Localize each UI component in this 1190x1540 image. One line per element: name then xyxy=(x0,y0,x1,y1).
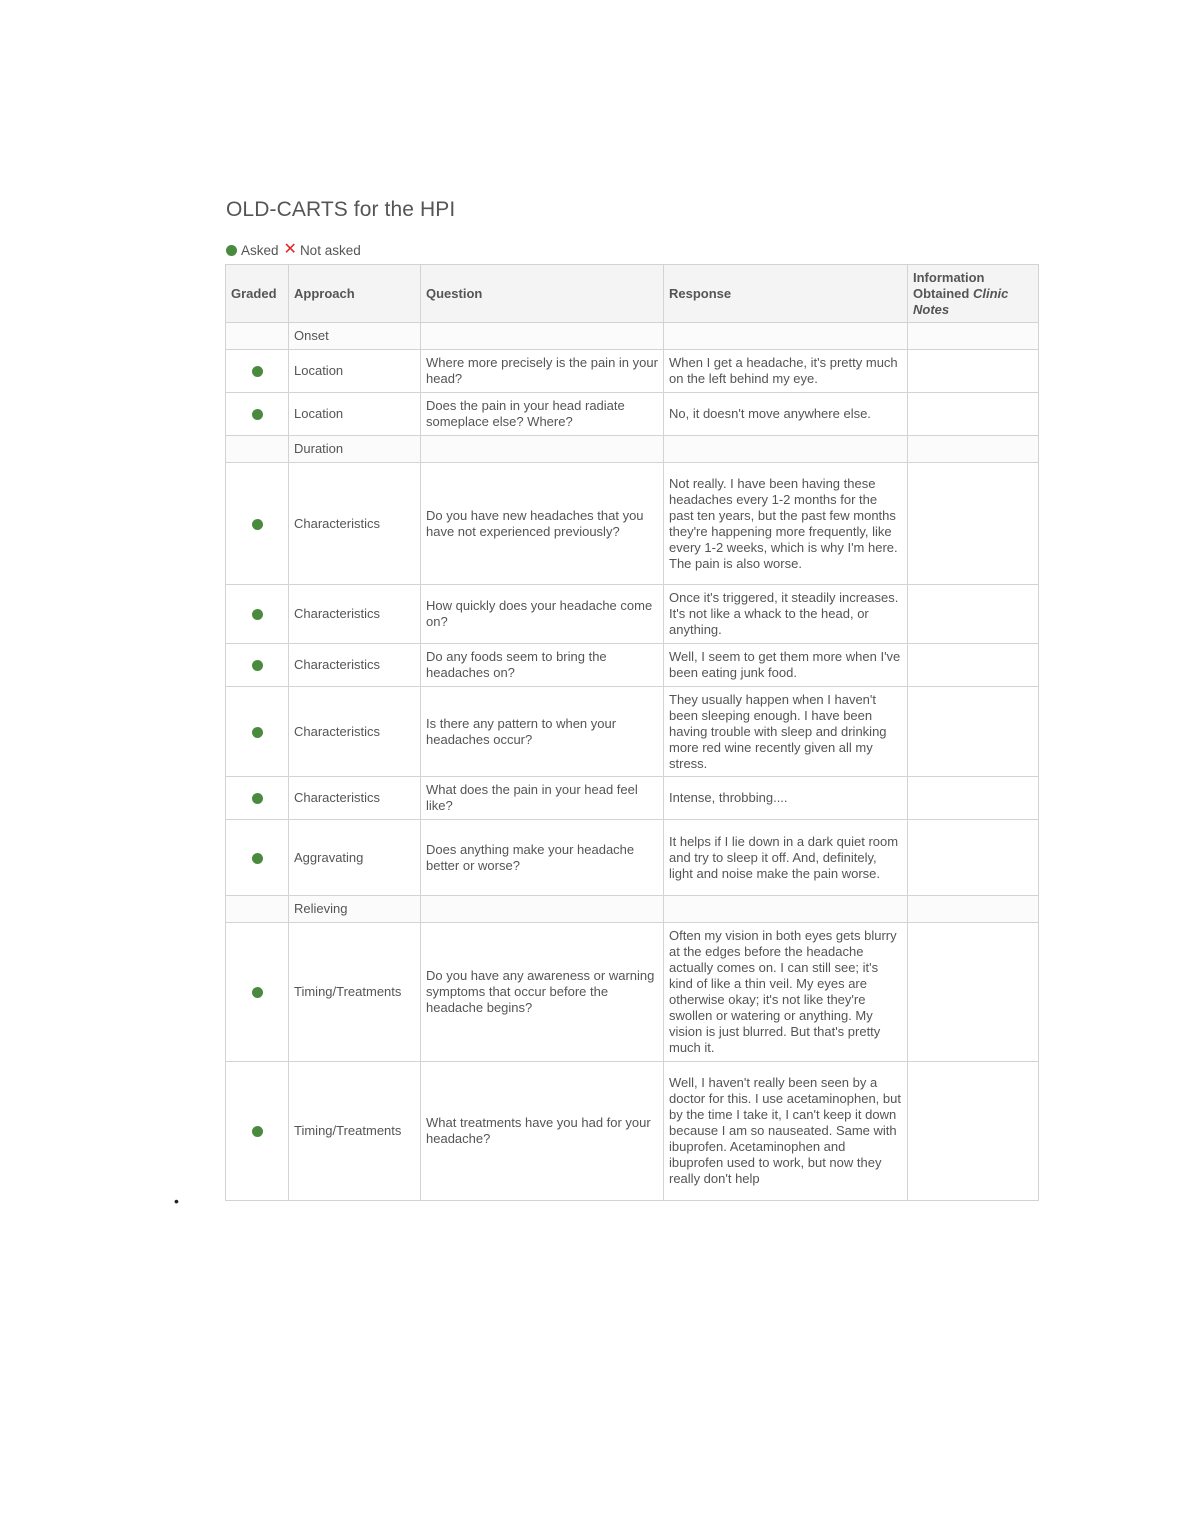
legend xyxy=(226,242,361,258)
approach-cell: Characteristics xyxy=(289,585,421,644)
asked-dot-icon xyxy=(252,409,263,420)
approach-cell: Characteristics xyxy=(289,644,421,687)
question-cell: What treatments have you had for your headache? xyxy=(421,1062,664,1201)
header-graded: Graded xyxy=(226,265,289,323)
not-asked-x-icon: ✕ xyxy=(283,241,297,258)
question-cell xyxy=(421,323,664,350)
approach-cell: Onset xyxy=(289,323,421,350)
table-row xyxy=(226,436,1039,463)
graded-cell xyxy=(226,585,289,644)
table-row xyxy=(226,687,1039,777)
question-cell xyxy=(421,896,664,923)
information-cell xyxy=(908,350,1039,393)
asked-dot-icon xyxy=(252,793,263,804)
table-row xyxy=(226,585,1039,644)
approach-cell: Characteristics xyxy=(289,777,421,820)
list-bullet: • xyxy=(174,1193,179,1209)
response-cell xyxy=(664,323,908,350)
asked-dot-icon xyxy=(252,609,263,620)
graded-cell xyxy=(226,350,289,393)
graded-cell xyxy=(226,644,289,687)
question-cell: Does anything make your headache better or worse? xyxy=(421,820,664,896)
asked-dot-icon xyxy=(252,853,263,864)
information-cell xyxy=(908,463,1039,585)
question-cell: What does the pain in your head feel like? xyxy=(421,777,664,820)
question-cell: Does the pain in your head radiate someplace else? Where? xyxy=(421,393,664,436)
header-information xyxy=(908,265,1039,323)
information-cell xyxy=(908,393,1039,436)
header-clinic-notes-label: Clinic Notes xyxy=(913,285,1009,317)
approach-cell: Aggravating xyxy=(289,820,421,896)
information-cell xyxy=(908,323,1039,350)
asked-dot-icon xyxy=(226,245,237,256)
graded-cell xyxy=(226,393,289,436)
information-cell xyxy=(908,1062,1039,1201)
table-row xyxy=(226,323,1039,350)
approach-cell: Characteristics xyxy=(289,687,421,777)
response-cell: They usually happen when I haven't been sleeping enough. I have been having trouble with sleep and drinking more red wine recently given all my stress. xyxy=(664,687,908,777)
question-cell: Do any foods seem to bring the headaches on? xyxy=(421,644,664,687)
graded-cell xyxy=(226,1062,289,1201)
table-body xyxy=(226,323,1039,1201)
old-carts-table xyxy=(225,264,1039,1201)
question-cell: How quickly does your headache come on? xyxy=(421,585,664,644)
table-container xyxy=(225,264,1039,1208)
asked-dot-icon xyxy=(252,727,263,738)
response-cell: When I get a headache, it's pretty much on the left behind my eye. xyxy=(664,350,908,393)
asked-dot-icon xyxy=(252,1126,263,1137)
response-cell: Once it's triggered, it steadily increases. It's not like a whack to the head, or anything. xyxy=(664,585,908,644)
asked-dot-icon xyxy=(252,660,263,671)
graded-cell xyxy=(226,436,289,463)
graded-cell xyxy=(226,896,289,923)
approach-cell: Timing/Treatments xyxy=(289,923,421,1062)
approach-cell: Timing/Treatments xyxy=(289,1062,421,1201)
response-cell: Often my vision in both eyes gets blurry at the edges before the headache actually comes on. I can still see; it's kind of like a thin veil. My eyes are otherwise okay; it's not like they're swollen or watering or anything. My vision is just blurred. But that's pretty much it. xyxy=(664,923,908,1062)
information-cell xyxy=(908,585,1039,644)
response-cell xyxy=(664,896,908,923)
header-approach: Approach xyxy=(289,265,421,323)
header-information-label: Information Obtained xyxy=(913,269,985,301)
information-cell xyxy=(908,777,1039,820)
table-row xyxy=(226,1062,1039,1201)
table-row xyxy=(226,923,1039,1062)
asked-dot-icon xyxy=(252,519,263,530)
response-cell: No, it doesn't move anywhere else. xyxy=(664,393,908,436)
table-row xyxy=(226,393,1039,436)
graded-cell xyxy=(226,777,289,820)
page-title: OLD-CARTS for the HPI xyxy=(226,198,456,221)
question-cell xyxy=(421,436,664,463)
table-header-row xyxy=(226,265,1039,323)
graded-cell xyxy=(226,923,289,1062)
asked-dot-icon xyxy=(252,987,263,998)
question-cell: Do you have new headaches that you have not experienced previously? xyxy=(421,463,664,585)
table-row xyxy=(226,777,1039,820)
table-row xyxy=(226,896,1039,923)
information-cell xyxy=(908,436,1039,463)
information-cell xyxy=(908,687,1039,777)
legend-not-asked-label: Not asked xyxy=(299,242,361,258)
table-row xyxy=(226,644,1039,687)
asked-dot-icon xyxy=(252,366,263,377)
information-cell xyxy=(908,923,1039,1062)
approach-cell: Characteristics xyxy=(289,463,421,585)
legend-asked-label: Asked xyxy=(241,242,279,258)
approach-cell: Duration xyxy=(289,436,421,463)
question-cell: Where more precisely is the pain in your head? xyxy=(421,350,664,393)
question-cell: Is there any pattern to when your headaches occur? xyxy=(421,687,664,777)
response-cell: It helps if I lie down in a dark quiet room and try to sleep it off. And, definitely, light and noise make the pain worse. xyxy=(664,820,908,896)
information-cell xyxy=(908,896,1039,923)
question-cell: Do you have any awareness or warning symptoms that occur before the headache begins? xyxy=(421,923,664,1062)
graded-cell xyxy=(226,687,289,777)
response-cell: Well, I haven't really been seen by a doctor for this. I use acetaminophen, but by the time I take it, I can't keep it down because I am so nauseated. Same with ibuprofen. Acetaminophen and ibuprofen used to work, but now they really don't help xyxy=(664,1062,908,1201)
information-cell xyxy=(908,820,1039,896)
graded-cell xyxy=(226,323,289,350)
graded-cell xyxy=(226,820,289,896)
response-cell: Intense, throbbing.... xyxy=(664,777,908,820)
table-row xyxy=(226,463,1039,585)
response-cell xyxy=(664,436,908,463)
header-question: Question xyxy=(421,265,664,323)
response-cell: Well, I seem to get them more when I've been eating junk food. xyxy=(664,644,908,687)
header-response: Response xyxy=(664,265,908,323)
table-row xyxy=(226,350,1039,393)
table-row xyxy=(226,820,1039,896)
approach-cell: Location xyxy=(289,350,421,393)
approach-cell: Location xyxy=(289,393,421,436)
information-cell xyxy=(908,644,1039,687)
graded-cell xyxy=(226,463,289,585)
response-cell: Not really. I have been having these headaches every 1-2 months for the past ten years, but the past few months they're happening more frequently, like every 1-2 weeks, which is why I'm here. The pain is also worse. xyxy=(664,463,908,585)
approach-cell: Relieving xyxy=(289,896,421,923)
